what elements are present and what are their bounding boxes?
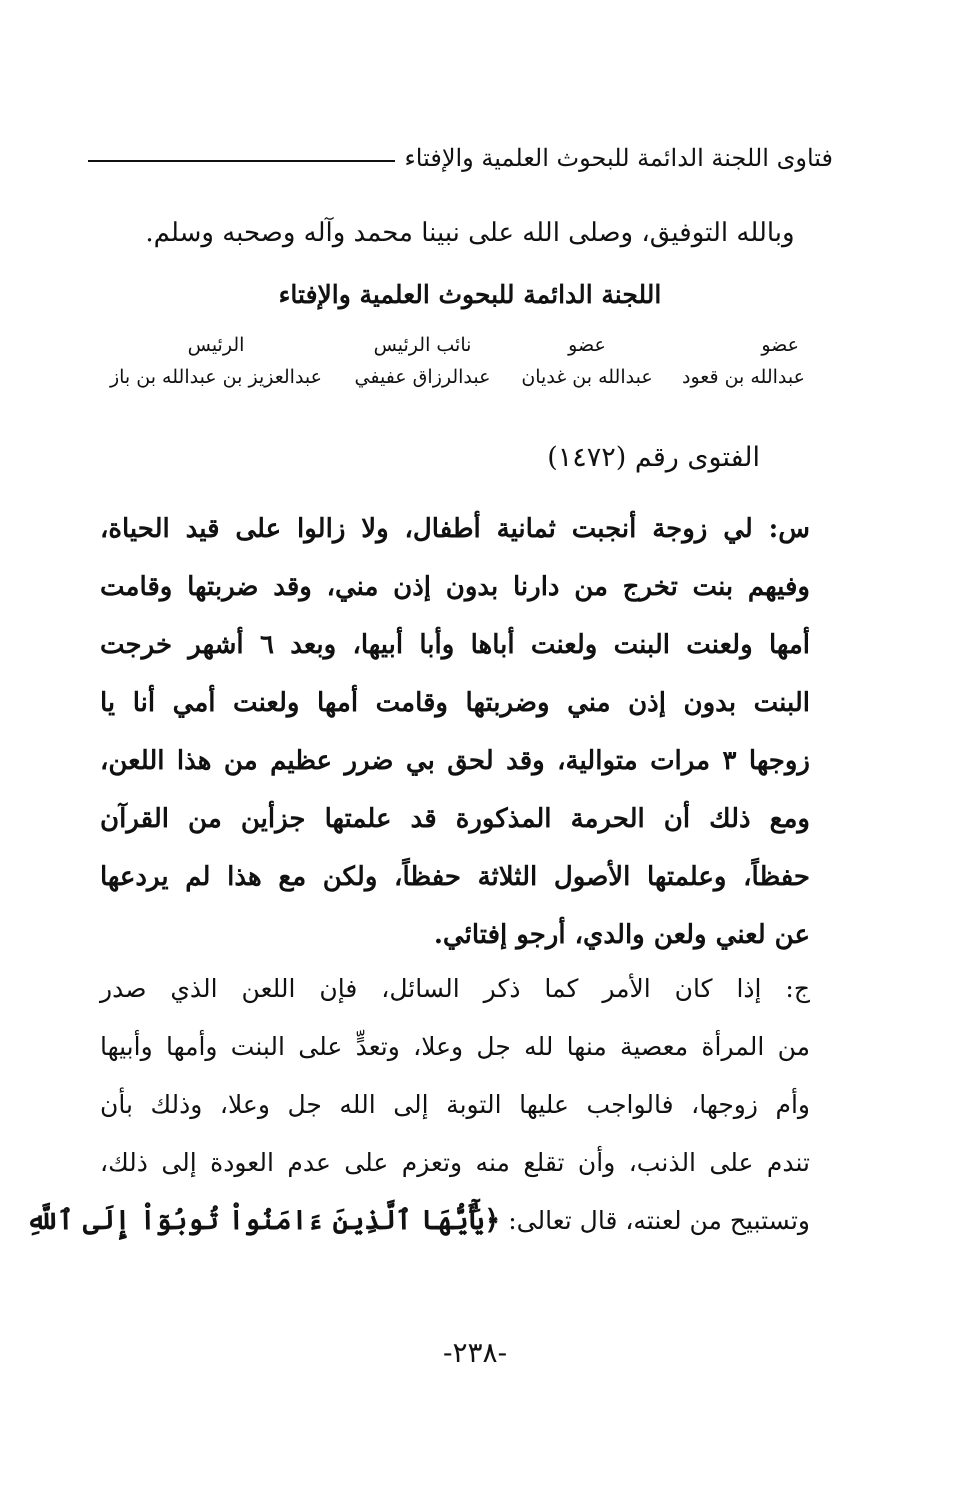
question-line: حفظاً، وعلمتها الأصول الثلاثة حفظاً، ولكن مع هذا لم يردعها <box>100 862 810 892</box>
member-role: عضو <box>568 334 606 356</box>
question-line: عن لعني ولعن والدي، أرجو إفتائي. <box>433 920 810 950</box>
fatwa-number: الفتوى رقم (١٤٧٢) <box>547 442 760 473</box>
question-line: زوجها ٣ مرات متوالية، وقد لحق بي ضرر عظيم من هذا اللعن، <box>100 746 810 776</box>
header-rule <box>88 160 395 162</box>
running-header <box>88 138 833 178</box>
committee-member <box>512 330 662 394</box>
question-line: ومع ذلك أن الحرمة المذكورة قد علمتها جزأين من القرآن <box>100 804 810 834</box>
member-name: عبدالله بن قعود <box>682 366 805 388</box>
question-line: أمها ولعنت البنت ولعنت أباها وأبا أبيها، وبعد ٦ أشهر خرجت <box>100 630 811 660</box>
running-title: فتاوى اللجنة الدائمة للبحوث العلمية والإفتاء <box>404 144 833 172</box>
question-line: س: لي زوجة أنجبت ثمانية أطفال، ولا زالوا على قيد الحياة، <box>100 514 810 544</box>
member-role: الرئيس <box>187 334 245 356</box>
question-line: البنت بدون إذن مني وضربتها وقامت أمها ولعنت أمي أنا يا <box>100 688 810 718</box>
answer-line: تندم على الذنب، وأن تقلع منه وتعزم على عدم العودة إلى ذلك، <box>100 1148 810 1177</box>
answer-line: من المرأة معصية منها لله جل وعلا، وتعدٍّ على البنت وأمها وأبيها <box>100 1032 810 1061</box>
closing-formula: وبالله التوفيق، وصلى الله على نبينا محمد وآله وصحبه وسلم. <box>145 218 795 248</box>
answer-line: ج: إذا كان الأمر كما ذكر السائل، فإن اللعن الذي صدر <box>100 974 810 1003</box>
answer-line-text: وتستبيح من لعنته، قال تعالى: <box>508 1206 810 1235</box>
member-role: نائب الرئيس <box>373 334 472 356</box>
quran-verse: ﴿يَٰٓأَيُّهَا ٱلَّذِينَ ءَامَنُواْ تُوبُوٓاْ إِلَى ٱللَّهِ <box>26 1205 501 1236</box>
member-name: عبدالعزيز بن عبدالله بن باز <box>109 366 323 388</box>
committee-member <box>100 330 332 394</box>
answer-paragraph <box>26 960 810 1250</box>
page-number: -٢٣٨- <box>442 1336 508 1369</box>
committee-member <box>345 330 500 394</box>
member-role: عضو <box>761 334 799 356</box>
committee-title: اللجنة الدائمة للبحوث العلمية والإفتاء <box>278 280 662 309</box>
answer-line <box>26 1192 810 1250</box>
answer-line: وأم زوجها، فالواجب عليها التوبة إلى الله جل وعلا، وذلك بأن <box>100 1090 810 1119</box>
member-name: عبدالرزاق عفيفي <box>354 366 491 388</box>
question-line: وفيهم بنت تخرج من دارنا بدون إذن مني، وقد ضربتها وقامت <box>100 572 810 602</box>
committee-member <box>676 330 811 394</box>
member-name: عبدالله بن غديان <box>521 366 653 388</box>
question-paragraph <box>100 500 810 964</box>
